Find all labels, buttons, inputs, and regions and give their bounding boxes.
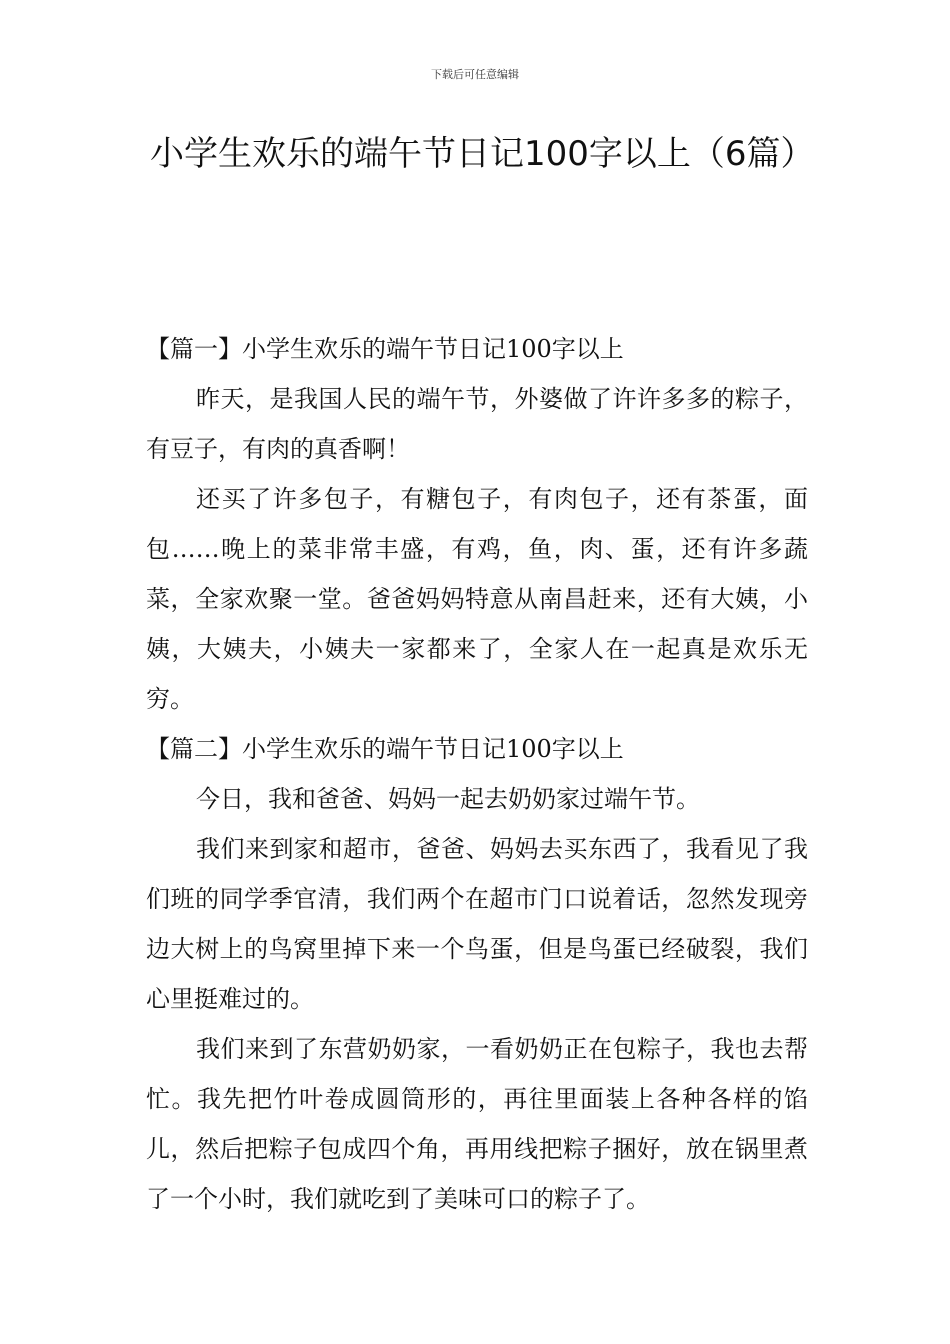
section-2-paragraph-1: 今日，我和爸爸、妈妈一起去奶奶家过端午节。 <box>196 785 700 813</box>
page-header-note: 下载后可任意编辑 <box>431 68 519 81</box>
section-heading-1: 【篇一】小学生欢乐的端午节日记100字以上 <box>146 335 624 363</box>
document-body <box>146 324 808 1224</box>
section-2-paragraph-3: 我们来到了东营奶奶家，一看奶奶正在包粽子，我也去帮忙。我先把竹叶卷成圆筒形的，再往里面装上各种各样的馅儿，然后把粽子包成四个角，再用线把粽子捆好，放在锅里煮了一个小时，我们就吃到了美味可口的粽子了。 <box>146 1035 808 1213</box>
document-title: 小学生欢乐的端午节日记100字以上（6篇） <box>150 134 815 174</box>
section-1-paragraph-2: 还买了许多包子，有糖包子，有肉包子，还有茶蛋，面包……晚上的菜非常丰盛，有鸡，鱼，肉、蛋，还有许多蔬菜，全家欢聚一堂。爸爸妈妈特意从南昌赶来，还有大姨，小姨，大姨夫，小姨夫一家都来了，全家人在一起真是欢乐无穷。 <box>146 485 808 713</box>
section-2-paragraph-2: 我们来到家和超市，爸爸、妈妈去买东西了，我看见了我们班的同学季官清，我们两个在超市门口说着话，忽然发现旁边大树上的鸟窝里掉下来一个鸟蛋，但是鸟蛋已经破裂，我们心里挺难过的。 <box>146 835 808 1013</box>
section-heading-2: 【篇二】小学生欢乐的端午节日记100字以上 <box>146 735 624 763</box>
section-1-paragraph-1: 昨天，是我国人民的端午节，外婆做了许许多多的粽子，有豆子，有肉的真香啊！ <box>146 385 808 463</box>
